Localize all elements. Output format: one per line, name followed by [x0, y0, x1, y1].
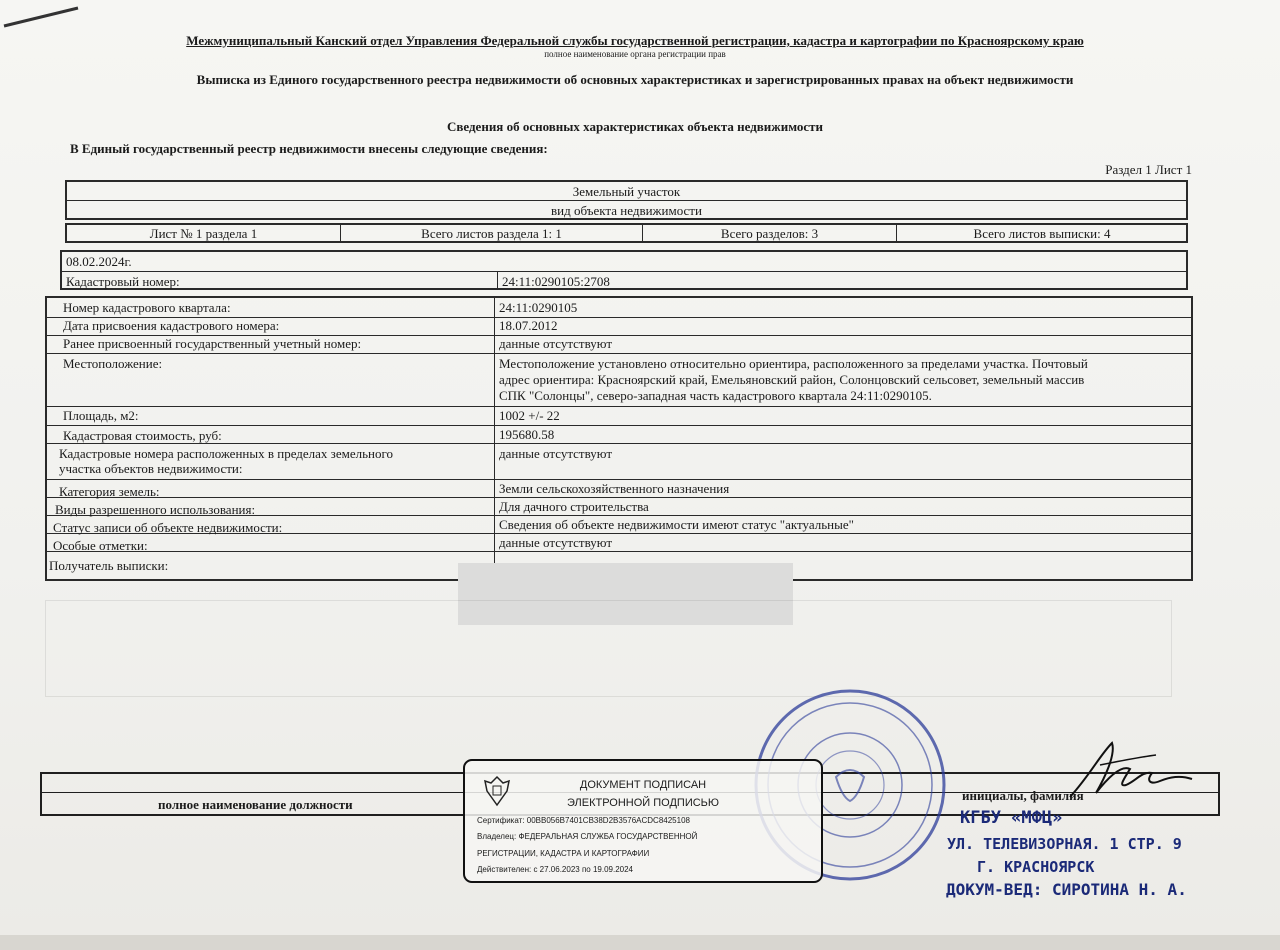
table-edge	[0, 935, 1280, 950]
row-value-usage: Для дачного строительства	[499, 499, 649, 514]
row-value-category: Земли сельскохозяйственного назначения	[499, 481, 730, 496]
row-label-location: Местоположение:	[63, 356, 163, 371]
cadastral-number-value: 24:11:0290105:2708	[502, 274, 610, 289]
row-label-quarter: Номер кадастрового квартала:	[63, 300, 231, 315]
row-label-objects-line2: участка объектов недвижимости:	[59, 461, 243, 476]
organization-caption: полное наименование органа регистрации прав	[544, 49, 726, 59]
row-label-notes: Особые отметки:	[53, 538, 148, 553]
mfc-stamp-address-line1: УЛ. ТЕЛЕВИЗОРНАЯ. 1 СТР. 9	[947, 835, 1182, 853]
esign-title-line1: ДОКУМЕНТ ПОДПИСАН	[579, 779, 707, 791]
extract-date: 08.02.2024г.	[66, 254, 132, 269]
row-label-category: Категория земель:	[59, 484, 160, 499]
row-label-cost: Кадастровая стоимость, руб:	[63, 428, 222, 443]
cadastral-box	[60, 250, 1188, 290]
position-caption: полное наименование должности	[158, 797, 353, 812]
sheet-info-box	[65, 223, 1188, 243]
esign-validity: Действителен: с 27.06.2023 по 19.09.2024	[477, 865, 633, 874]
sheets-total: Всего листов выписки: 4	[973, 226, 1111, 241]
document-title: Выписка из Единого государственного реестра недвижимости об основных характеристиках и зарегистрированных правах на объект недвижимости	[196, 72, 1074, 87]
row-label-status: Статус записи об объекте недвижимости:	[53, 520, 283, 535]
electronic-signature-block	[463, 759, 823, 883]
mfc-stamp-clerk: ДОКУМ-ВЕД: СИРОТИНА Н. А.	[946, 880, 1187, 899]
mfc-stamp-org: КГБУ «МФЦ»	[960, 808, 1063, 828]
sheet-reference: Раздел 1 Лист 1	[1105, 162, 1192, 177]
object-type: Земельный участок	[572, 184, 681, 199]
pen-mark-icon	[2, 4, 82, 28]
row-label-objects-line1: Кадастровые номера расположенных в пределах земельного	[59, 446, 393, 461]
object-type-caption: вид объекта недвижимости	[551, 203, 702, 218]
row-value-area: 1002 +/- 22	[499, 408, 560, 423]
name-caption: инициалы, фамилия	[962, 788, 1084, 803]
row-value-location-line2: адрес ориентира: Красноярский край, Емельяновский район, Солонцовский сельсовет, земельный массив	[499, 372, 1085, 387]
row-value-status: Сведения об объекте недвижимости имеют статус "актуальные"	[499, 517, 854, 532]
handwritten-signature-icon	[1060, 735, 1200, 805]
organization-name: Межмуниципальный Канский отдел Управления Федеральной службы государственной регистрации, кадастра и картографии по Красноярскому краю	[186, 33, 1084, 48]
row-label-recipient: Получатель выписки:	[49, 558, 169, 573]
section-title: Сведения об основных характеристиках объекта недвижимости	[446, 119, 824, 134]
sections-total: Всего разделов: 3	[720, 226, 819, 241]
row-label-area: Площадь, м2:	[63, 408, 139, 423]
characteristics-table	[45, 296, 1193, 581]
cadastral-number-label: Кадастровый номер:	[66, 274, 180, 289]
row-value-cost: 195680.58	[499, 427, 555, 442]
row-value-notes: данные отсутствуют	[499, 535, 613, 550]
esign-owner-line2: РЕГИСТРАЦИИ, КАДАСТРА И КАРТОГРАФИИ	[477, 849, 650, 858]
row-label-prev-number: Ранее присвоенный государственный учетный номер:	[63, 336, 362, 351]
section-intro: В Единый государственный реестр недвижимости внесены следующие сведения:	[70, 141, 548, 156]
esign-title-line2: ЭЛЕКТРОННОЙ ПОДПИСЬЮ	[566, 797, 720, 809]
object-type-box	[65, 180, 1188, 220]
row-value-assign-date: 18.07.2012	[499, 318, 558, 333]
row-label-assign-date: Дата присвоения кадастрового номера:	[63, 318, 280, 333]
row-value-quarter: 24:11:0290105	[499, 300, 578, 315]
faint-underlay	[45, 600, 1172, 697]
row-value-prev-number: данные отсутствуют	[499, 336, 613, 351]
row-value-location-line3: СПК "Солонцы", северо-западная часть кадастрового квартала 24:11:0290105.	[499, 388, 932, 403]
row-value-objects: данные отсутствуют	[499, 446, 613, 461]
mfc-stamp-address-line2: Г. КРАСНОЯРСК	[977, 858, 1095, 876]
esign-owner-line1: Владелец: ФЕДЕРАЛЬНАЯ СЛУЖБА ГОСУДАРСТВЕННОЙ	[477, 832, 698, 841]
esign-certificate: Сертификат: 00BB056B7401CB38D2B3576ACDC8425108	[477, 816, 690, 825]
sheet-number: Лист № 1 раздела 1	[149, 226, 258, 241]
row-label-usage: Виды разрешенного использования:	[55, 502, 256, 517]
sheets-in-section: Всего листов раздела 1: 1	[421, 226, 562, 241]
row-value-location-line1: Местоположение установлено относительно ориентира, расположенного за пределами участка. Почтовый	[499, 356, 1088, 371]
